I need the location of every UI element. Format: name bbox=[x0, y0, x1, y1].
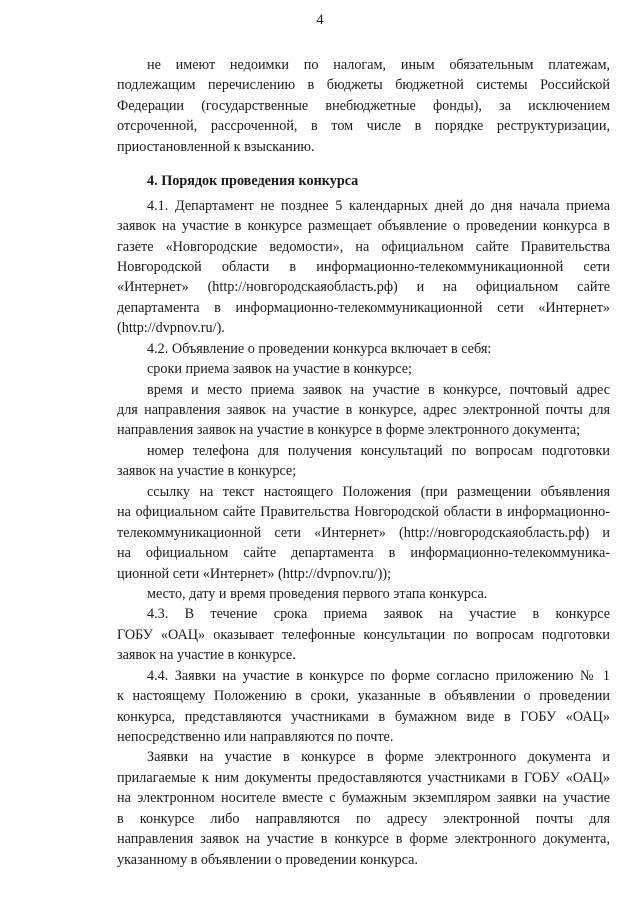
paragraph bbox=[117, 584, 610, 604]
paragraph bbox=[117, 441, 610, 482]
text-line: время и место приема заявок на участие в конкурсе, почтовый адрес bbox=[147, 381, 610, 398]
page-number: 4 bbox=[316, 12, 324, 28]
text-line: в конкурсе либо направляются по адресу электронной почты для bbox=[117, 810, 610, 827]
text-line: заявок на участие в конкурсе размещает объявление о проведении конкурса в bbox=[117, 218, 610, 235]
text-line: (http://dvpnov.ru/). bbox=[117, 320, 225, 337]
text-line: к настоящему Положению в сроки, указанные в объявлении о проведении bbox=[117, 688, 610, 705]
paragraph bbox=[117, 196, 610, 339]
text-line: для направления заявок на участие в конкурсе, адрес электронной почты для bbox=[117, 402, 610, 418]
text-line: газете «Новгородские ведомости», на официальном сайте Правительства bbox=[117, 238, 610, 255]
text-line: сроки приема заявок на участие в конкурсе; bbox=[147, 361, 412, 378]
text-line: непосредственно или направляются по почте. bbox=[117, 729, 394, 745]
text-line: ссылку на текст настоящего Положения (при размещении объявления bbox=[147, 483, 610, 500]
paragraph bbox=[117, 339, 610, 359]
text-line: место, дату и время проведения первого этапа конкурса. bbox=[147, 585, 488, 602]
paragraph bbox=[117, 666, 610, 748]
paragraph bbox=[117, 55, 610, 157]
text-line: департамента в информационно-телекоммуникационной сети «Интернет» bbox=[117, 299, 610, 316]
text-line: указанному в объявлении о проведении конкурса. bbox=[117, 851, 418, 868]
document-body bbox=[117, 55, 610, 870]
section-heading: 4. Порядок проведения конкурса bbox=[147, 173, 359, 190]
text-line: заявок на участие в конкурсе; bbox=[117, 463, 297, 480]
text-line: на электронном носителе вместе с бумажным экземпляром заявки на участие bbox=[117, 790, 610, 807]
text-line: 4.4. Заявки на участие в конкурсе по форме согласно приложению № 1 bbox=[147, 667, 610, 684]
text-line: ционной сети «Интернет» (http://dvpnov.ru/)); bbox=[117, 565, 392, 582]
text-line: конкурса, представляются участниками в бумажном виде в ГОБУ «ОАЦ» bbox=[117, 708, 610, 725]
text-line: телекоммуникационной сети «Интернет» (http://новгородскаяобласть.рф) и bbox=[117, 524, 610, 541]
text-line: направления заявок на участие в конкурсе в форме электронного документа; bbox=[117, 422, 581, 439]
paragraph bbox=[117, 359, 610, 379]
text-line: отсроченной, рассроченной, в том числе в порядке реструктуризации, bbox=[117, 118, 610, 135]
text-line: не имеют недоимки по налогам, иным обязательным платежам, bbox=[147, 57, 610, 73]
paragraph bbox=[117, 380, 610, 441]
text-line: 4.3. В течение срока приема заявок на участие в конкурсе bbox=[147, 606, 610, 623]
text-line: заявок на участие в конкурсе. bbox=[117, 647, 296, 664]
text-line: «Интернет» (http://новгородскаяобласть.рф) и на официальном сайте bbox=[117, 279, 610, 296]
text-line: на официальном сайте департамента в информационно-телекоммуника- bbox=[117, 545, 610, 562]
text-line: Заявки на участие в конкурсе в форме электронного документа и bbox=[147, 749, 610, 766]
text-line: ГОБУ «ОАЦ» оказывает телефонные консультации по вопросам подготовки bbox=[117, 626, 610, 643]
text-line: прилагаемые к ним документы предоставляются участниками в ГОБУ «ОАЦ» bbox=[117, 769, 610, 786]
paragraph bbox=[117, 747, 610, 870]
section-3-tail bbox=[117, 55, 610, 157]
text-line: на официальном сайте Правительства Новгородской области в информационно- bbox=[117, 504, 610, 521]
section-4-body bbox=[117, 196, 610, 870]
text-line: 4.2. Объявление о проведении конкурса включает в себя: bbox=[147, 340, 492, 357]
text-line: Новгородской области в информационно-телекоммуникационной сети bbox=[117, 258, 610, 275]
text-line: 4.1. Департамент не позднее 5 календарных дней до дня начала приема bbox=[147, 197, 610, 214]
paragraph bbox=[117, 482, 610, 584]
text-line: направления заявок на участие в конкурсе в форме электронного документа, bbox=[117, 831, 610, 848]
paragraph bbox=[117, 604, 610, 665]
text-line: приостановленной к взысканию. bbox=[117, 138, 315, 155]
text-line: Федерации (государственные внебюджетные фонды), за исключением bbox=[117, 97, 610, 114]
text-line: подлежащим перечислению в бюджеты бюджетной системы Российской bbox=[117, 77, 610, 94]
text-line: номер телефона для получения консультаций по вопросам подготовки bbox=[147, 442, 610, 459]
